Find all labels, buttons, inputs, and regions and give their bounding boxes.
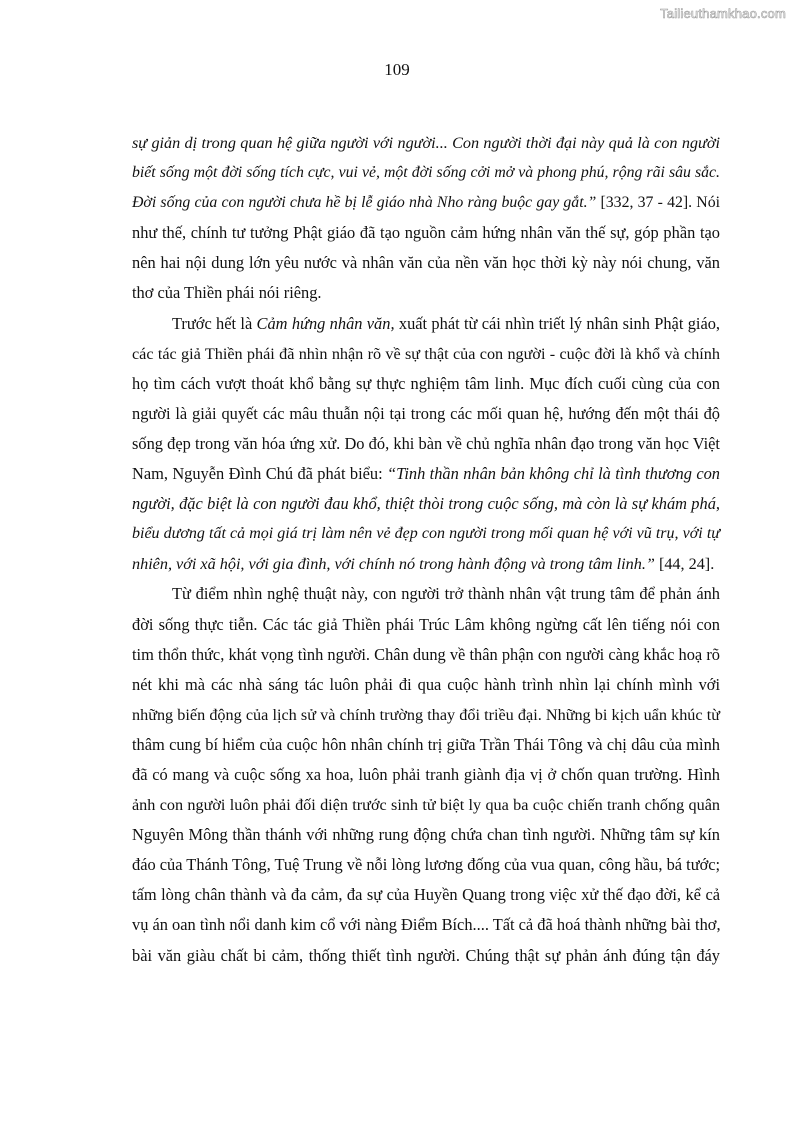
text-line: nên hai nội dung lớn yêu nước và nhân văn của nền văn học thời kỳ này nói chung, văn (132, 253, 720, 273)
text-line: đáo của Thánh Tông, Tuệ Trung về nỗi lòng lương đống của vua quan, công hầu, bá tước; (132, 855, 721, 875)
text-line: bài văn giàu chất bi cảm, thống thiết tình người. Chúng thật sự phản ánh đúng tận đáy (132, 945, 720, 965)
text-line: ảnh con người luôn phải đối diện trước sinh tử biệt ly qua ba cuộc chiến tranh chống quân (132, 796, 720, 815)
citation: [44, 24]. (654, 555, 715, 574)
text-line: vụ án oan tình nổi danh kim cổ với nàng Điểm Bích.... Tất cả đã hoá thành những bài thơ, (132, 915, 721, 935)
quote-text: biết sống một đời sống tích cực, vui vẻ, một đời sống cởi mở và phong phú, rộng rãi sâu sắc. (132, 164, 720, 182)
text-segment: xuất phát từ cái nhìn triết lý nhân sinh Phật giáo, (394, 313, 721, 333)
watermark: Tailieuthamkhao.com (660, 6, 786, 21)
text-line: đời sống thực tiễn. Các tác giả Thiền phái Trúc Lâm không ngừng cất lên tiếng nói con (132, 614, 720, 634)
text-line: họ tìm cách vượt thoát khổ bằng sự thực nghiệm tâm linh. Mục đích cuối cùng của con (132, 373, 720, 393)
paragraph-1 (132, 128, 720, 309)
text-segment: Nam, Nguyễn Đình Chú đã phát biểu: (132, 464, 388, 484)
text-line: các tác giả Thiền phái đã nhìn nhận rõ về sự thật của con người - cuộc đời là khổ và chính (132, 344, 720, 363)
text-line (132, 188, 720, 218)
text-line (132, 158, 720, 188)
quote-text: người, đặc biệt là con người đau khổ, thiệt thòi trong cuộc sống, mà còn là sự khám phá, (132, 494, 720, 514)
emphasis-text: Cảm hứng nhân văn, (256, 313, 395, 333)
text-line: thâm cung bí hiểm của cuộc hôn nhân chính trị giữa Trần Thái Tông và chị dâu của mình (132, 734, 720, 754)
text-line: tim thổn thức, khát vọng tình người. Chân dung về thân phận con người càng khắc hoạ rõ (132, 644, 720, 664)
quote-text: Đời sống của con người chưa hề bị lễ giáo nhà Nho ràng buộc gay gắt.” (132, 194, 597, 212)
quote-text: nhiên, với xã hội, với gia đình, với chính nó trong hành động và trong tâm linh.” (132, 555, 655, 574)
text-line (132, 309, 720, 339)
quote-text: sự giản dị trong quan hệ giữa người với người... Con người thời đại này quả là con người (132, 134, 720, 152)
text-line: Nguyên Mông thần thánh với những rung động chứa chan tình người. Những tâm sự kín (132, 825, 720, 845)
text-line: đã có mang và cuộc sống xa hoa, luôn phải tranh giành địa vị ở chốn quan trường. Hình (132, 764, 720, 784)
paragraph-2 (132, 309, 720, 580)
text-line (132, 489, 720, 519)
text-segment: Trước hết là (172, 313, 257, 333)
text-line (132, 549, 720, 579)
quote-text: biểu dương tất cả mọi giá trị làm nên vẻ đẹp con người trong mối quan hệ với vũ trụ, với tự (132, 525, 720, 543)
citation: [332, 37 - 42]. Nói (596, 194, 720, 212)
paragraph-3 (132, 579, 720, 970)
text-line (132, 128, 720, 158)
text-line: tấm lòng chân thành và đa cảm, đa sự của Huyền Quang trong việc xử thế đạo đời, kể cả (132, 885, 720, 905)
text-line: những biến động của lịch sử và chính trường thay đổi triều đại. Những bi kịch uẩn khúc từ (132, 705, 720, 724)
text-line (132, 459, 720, 489)
text-line: sống đẹp trong văn hóa ứng xử. Do đó, khi bàn về chủ nghĩa nhân đạo trong văn học Việt (132, 433, 720, 453)
text-line: nét khi mà các nhà sáng tác luôn phải đi qua cuộc hành trình nhìn lại chính mình với (132, 674, 720, 694)
text-line: người là giải quyết các mâu thuẫn nội tại trong các mối quan hệ, hướng đến một thái độ (132, 403, 720, 423)
document-body (132, 128, 720, 971)
text-line: Từ điểm nhìn nghệ thuật này, con người trở thành nhân vật trung tâm để phản ánh (172, 584, 720, 604)
text-line: như thế, chính tư tưởng Phật giáo đã tạo nguồn cảm hứng nhân văn thế sự, góp phần tạo (132, 223, 720, 243)
text-line: thơ của Thiền phái nói riêng. (132, 283, 322, 303)
text-line (132, 519, 720, 549)
page-number: 109 (384, 60, 410, 79)
quote-text: “Tinh thần nhân bản không chỉ là tình thương con (387, 464, 720, 484)
